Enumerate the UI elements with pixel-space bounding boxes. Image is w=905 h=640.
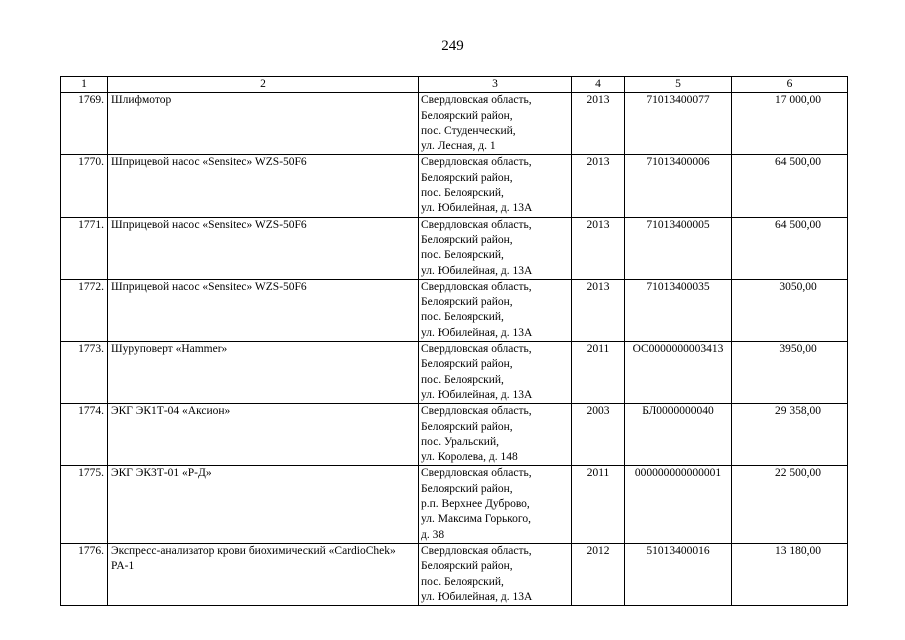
item-year: 2013 [572,155,625,217]
item-year: 2012 [572,543,625,605]
item-address: Свердловская область, Белоярский район, пос. Уральский, ул. Королева, д. 148 [419,404,572,466]
item-cost: 3950,00 [732,342,848,404]
page-number: 249 [441,38,464,54]
item-year: 2011 [572,342,625,404]
item-address: Свердловская область, Белоярский район, пос. Белоярский, ул. Юбилейная, д. 13А [419,279,572,341]
item-year: 2011 [572,466,625,543]
item-name: ЭКГ ЭК1Т-04 «Аксион» [108,404,419,466]
item-address: Свердловская область, Белоярский район, пос. Студенческий, ул. Лесная, д. 1 [419,93,572,155]
header-cell: 4 [572,77,625,93]
item-address: Свердловская область, Белоярский район, пос. Белоярский, ул. Юбилейная, д. 13А [419,543,572,605]
inventory-number: БЛ0000000040 [625,404,732,466]
table-row [61,543,848,605]
inventory-number: 71013400077 [625,93,732,155]
inventory-number: 71013400006 [625,155,732,217]
item-name: Экспресс-анализатор крови биохимический «CardioChek» PA-1 [108,543,419,605]
item-cost: 17 000,00 [732,93,848,155]
header-cell: 1 [61,77,108,93]
item-address: Свердловская область, Белоярский район, р.п. Верхнее Дуброво, ул. Максима Горького, д. 38 [419,466,572,543]
table-row [61,466,848,543]
item-cost: 64 500,00 [732,155,848,217]
item-cost: 22 500,00 [732,466,848,543]
row-number: 1772. [61,279,108,341]
header-cell: 6 [732,77,848,93]
row-number: 1776. [61,543,108,605]
item-year: 2013 [572,217,625,279]
row-number: 1775. [61,466,108,543]
inventory-number: 71013400035 [625,279,732,341]
table-row [61,93,848,155]
row-number: 1771. [61,217,108,279]
inventory-number: 000000000000001 [625,466,732,543]
header-row [61,77,848,93]
table-row [61,404,848,466]
item-address: Свердловская область, Белоярский район, пос. Белоярский, ул. Юбилейная, д. 13А [419,217,572,279]
item-name: Шлифмотор [108,93,419,155]
item-name: Шприцевой насос «Sensitec» WZS-50F6 [108,217,419,279]
item-name: Шприцевой насос «Sensitec» WZS-50F6 [108,279,419,341]
item-name: Шприцевой насос «Sensitec» WZS-50F6 [108,155,419,217]
item-year: 2003 [572,404,625,466]
item-name: Шуруповерт «Hammer» [108,342,419,404]
item-cost: 13 180,00 [732,543,848,605]
row-number: 1770. [61,155,108,217]
row-number: 1774. [61,404,108,466]
item-cost: 3050,00 [732,279,848,341]
item-cost: 29 358,00 [732,404,848,466]
item-address: Свердловская область, Белоярский район, пос. Белоярский, ул. Юбилейная, д. 13А [419,155,572,217]
header-cell: 3 [419,77,572,93]
row-number: 1769. [61,93,108,155]
table-row [61,155,848,217]
inventory-number: ОС0000000003413 [625,342,732,404]
table-row [61,279,848,341]
inventory-number: 71013400005 [625,217,732,279]
table-row [61,217,848,279]
item-year: 2013 [572,93,625,155]
item-name: ЭКГ ЭК3Т-01 «Р-Д» [108,466,419,543]
header-cell: 2 [108,77,419,93]
header-cell: 5 [625,77,732,93]
property-table [60,76,848,606]
table-row [61,342,848,404]
inventory-number: 51013400016 [625,543,732,605]
item-address: Свердловская область, Белоярский район, пос. Белоярский, ул. Юбилейная, д. 13А [419,342,572,404]
row-number: 1773. [61,342,108,404]
item-year: 2013 [572,279,625,341]
item-cost: 64 500,00 [732,217,848,279]
